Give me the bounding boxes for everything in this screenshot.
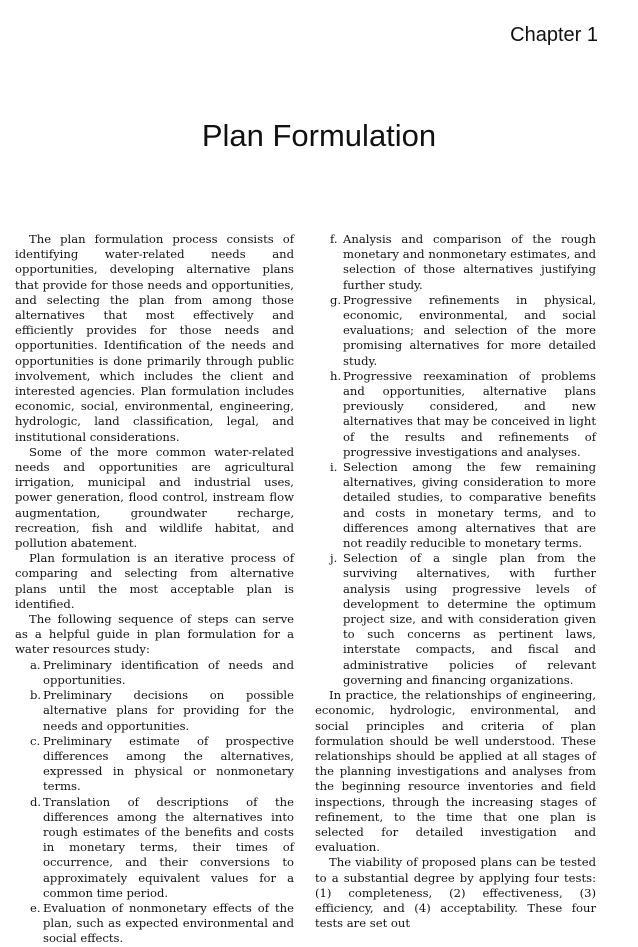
list-item [315, 460, 596, 551]
paragraph: In practice, the relationships of engineering, economic, hydrologic, environmental, and social principles and criteria of plan formulation should be well understood. These relationships should be applied at all stages of the planning investigations and analyses from the beginning resource inventories and field inspections, through the increasing stages of refinement, to the time that one plan is selected for detailed investigation and evaluation. [315, 688, 596, 855]
list-item-label: d. [30, 794, 42, 809]
list-item-text: Translation of descriptions of the differences among the alternatives into rough estimates of the benefits and costs in monetary terms, their times of occurrence, and their conversions to approximately equivalent values for a common time period. [43, 794, 294, 900]
list-item [315, 232, 596, 293]
list-item-label: f. [330, 232, 338, 246]
list-item-label: h. [330, 368, 342, 383]
list-item-text: Preliminary identification of needs and opportunities. [43, 657, 294, 687]
list-item-label: i. [330, 460, 338, 475]
list-item-text: Selection of a single plan from the surviving alternatives, with further analysis using progressive levels of development to determine the optimum project size, and with consideration given to such concerns as pertinent laws, interstate compacts, and fiscal and administrative policies of relevant governing and financing organizations. [343, 551, 596, 687]
list-item-text: Progressive reexamination of problems and opportunities, alternative plans previously considered, and new alternatives that may be conceived in light of the results and refinements of progressive investigations and analyses. [343, 368, 596, 459]
paragraph: Plan formulation is an iterative process of comparing and selecting from alternative plans until the most acceptable plan is identified. [15, 551, 294, 611]
list-item-label: j. [330, 551, 338, 566]
list-item [315, 551, 596, 688]
list-item [15, 734, 294, 795]
list-item-label: b. [30, 688, 42, 703]
list-item [15, 795, 294, 901]
list-item-text: Selection among the few remaining alternatives, giving consideration to more detailed studies, to comparative benefits and costs in monetary terms, and to differences among alternatives that are not readily reducible to monetary terms. [343, 460, 596, 551]
chapter-label: Chapter 1 [510, 24, 598, 46]
list-item-label: g. [330, 292, 342, 307]
left-column [15, 232, 294, 947]
right-column [315, 232, 596, 931]
list-item [15, 901, 294, 947]
page-title: Plan Formulation [201, 118, 437, 153]
list-item [315, 293, 596, 369]
paragraph: The following sequence of steps can serve as a helpful guide in plan formulation for a water resources study: [15, 612, 294, 657]
list-item-text: Evaluation of nonmonetary effects of the plan, such as expected environmental and social effects. [43, 900, 294, 946]
list-item-text: Preliminary decisions on possible alternative plans for providing for the needs and opportunities. [43, 688, 294, 733]
list-item-text: Analysis and comparison of the rough monetary and nonmonetary estimates, and selection of those alternatives justifying further study. [343, 232, 596, 292]
list-item-text: Progressive refinements in physical, economic, environmental, and social evaluations; and selection of the more promising alternatives for more detailed study. [343, 292, 596, 368]
paragraph: Some of the more common water-related needs and opportunities are agricultural irrigation, municipal and industrial uses, power generation, flood control, instream flow augmentation, groundwater recharge, recreation, fish and wildlife habitat, and pollution abatement. [15, 444, 294, 551]
list-item [15, 658, 294, 688]
list-item-label: a. [30, 657, 41, 672]
paragraph: The viability of proposed plans can be tested to a substantial degree by applying four tests: (1) completeness, (2) effectiveness, (3) efficiency, and (4) acceptability. These four tests are set out [315, 855, 596, 931]
list-item [15, 688, 294, 734]
paragraph: The plan formulation process consists of identifying water-related needs and opportunities, developing alternative plans that provide for those needs and opportunities, and selecting the plan from among those alternatives that most effectively and efficiently provides for those needs and opportunities. Identification of the needs and opportunities is done primarily through public involvement, which includes the client and interested agencies. Plan formulation includes economic, social, environmental, engineering, hydrologic, land classification, legal, and institutional considerations. [15, 232, 294, 444]
list-item [315, 369, 596, 460]
list-item-label: c. [30, 733, 41, 748]
list-item-text: Preliminary estimate of prospective differences among the alternatives, expressed in physical or nonmonetary terms. [43, 733, 294, 794]
list-item-label: e. [30, 900, 41, 915]
